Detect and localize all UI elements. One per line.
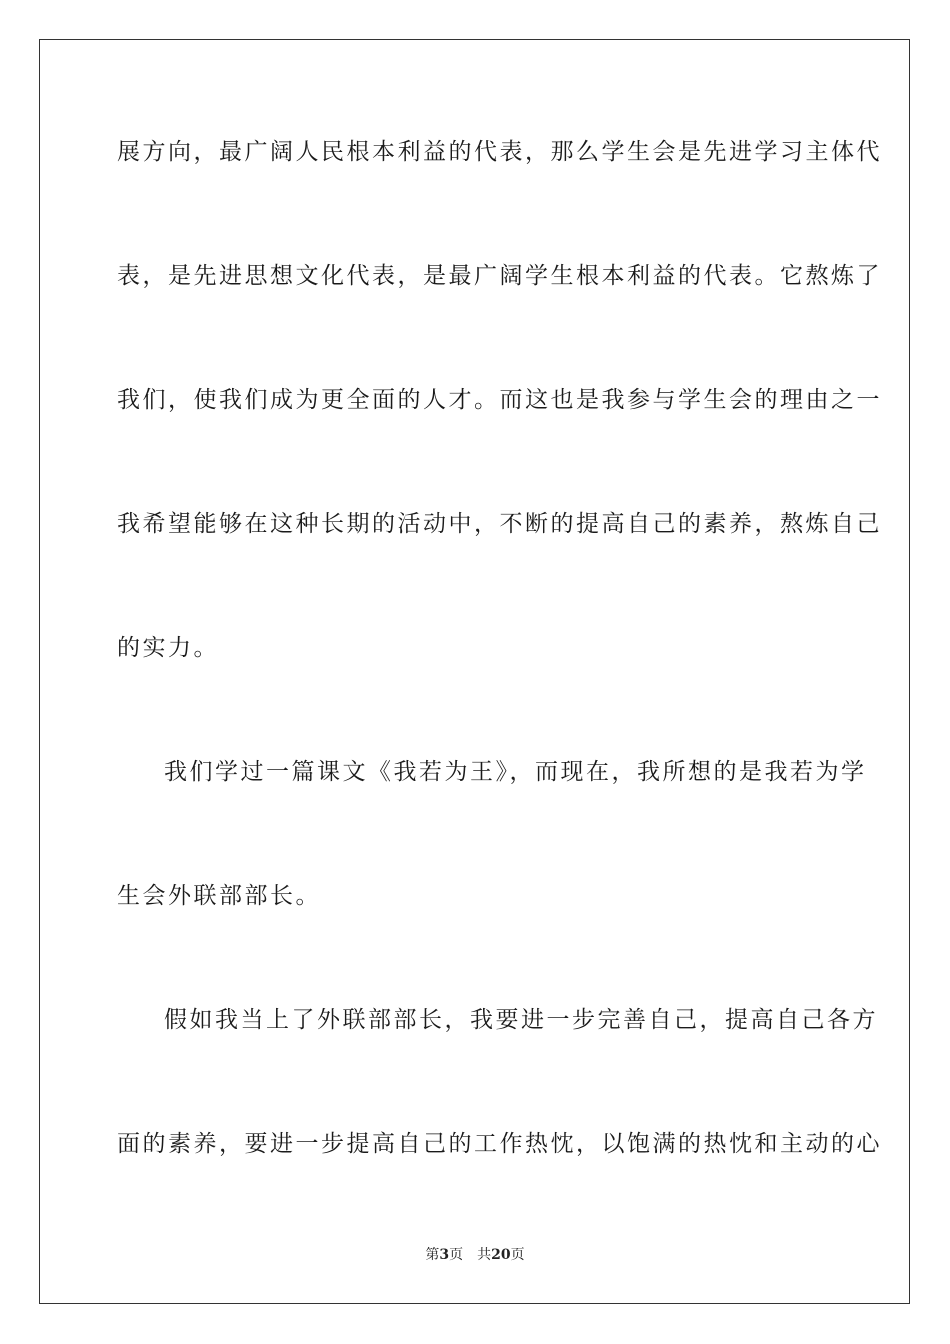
text-line-1: 展方向，最广阔人民根本利益的代表，那么学生会是先进学习主体代 [117,139,882,165]
page-suffix: 页 [449,1247,464,1263]
paragraph-3-line-2: 面的素养，要进一步提高自己的工作热忱，以饱满的热忱和主动的心 [117,1131,882,1157]
total-pages: 20 [491,1247,511,1263]
page-footer [0,1246,950,1264]
text-line-3: 我们，使我们成为更全面的人才。而这也是我参与学生会的理由之一 [117,387,882,413]
paragraph-2-line-2: 生会外联部部长。 [117,883,321,909]
paragraph-2-line-1: 我们学过一篇课文《我若为王》，而现在，我所想的是我若为学 [164,759,867,785]
text-line-2: 表，是先进思想文化代表，是最广阔学生根本利益的代表。它熬炼了 [117,263,882,289]
page-border [39,39,910,1304]
total-prefix: 共 [477,1247,492,1263]
text-line-5: 的实力。 [117,635,219,661]
paragraph-3-line-1: 假如我当上了外联部部长，我要进一步完善自己，提高自己各方 [164,1007,878,1033]
total-suffix: 页 [510,1247,525,1263]
page-prefix: 第 [425,1247,440,1263]
page-number: 3 [439,1247,450,1263]
text-line-4: 我希望能够在这种长期的活动中，不断的提高自己的素养，熬炼自己 [117,511,882,537]
